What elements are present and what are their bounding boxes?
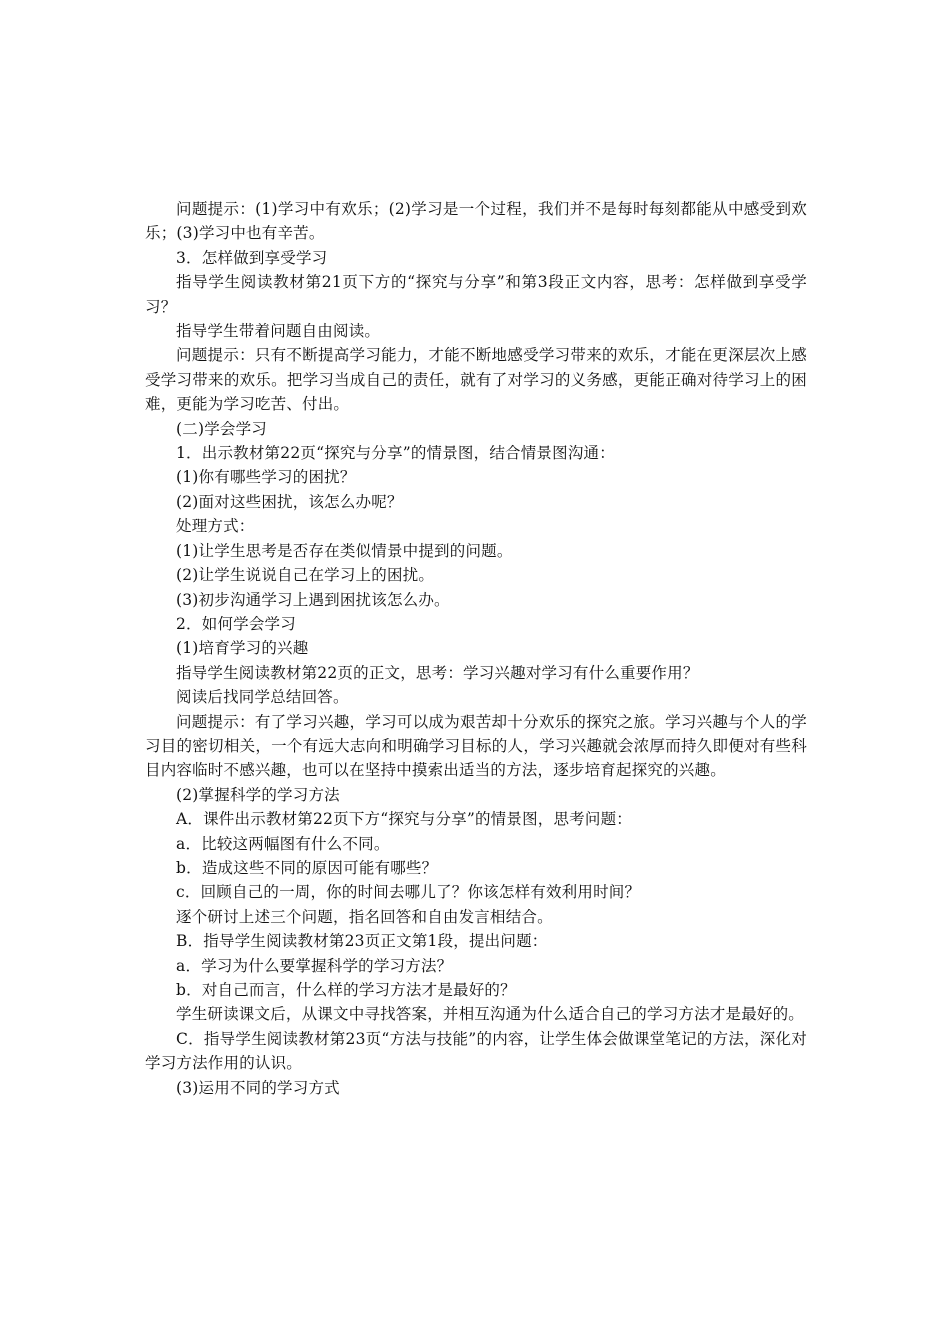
paragraph: 1．出示教材第22页“探究与分享”的情景图，结合情景图沟通：	[176, 444, 615, 463]
paragraph: 阅读后找同学总结回答。	[176, 688, 349, 707]
paragraph: 逐个研讨上述三个问题，指名回答和自由发言相结合。	[176, 907, 553, 926]
paragraph: 指导学生带着问题自由阅读。	[176, 322, 381, 341]
paragraph: 处理方式：	[176, 517, 255, 536]
paragraph: C．指导学生阅读教材第23页“方法与技能”的内容，让学生体会做课堂笔记的方法，深化对学习方法作用的认识。	[145, 1029, 807, 1073]
paragraph: (1)你有哪些学习的困扰？	[176, 468, 356, 487]
paragraph: (二)学会学习	[176, 419, 267, 438]
paragraph: a．学习为什么要掌握科学的学习方法？	[176, 956, 453, 975]
paragraph: (2)掌握科学的学习方法	[176, 785, 340, 804]
paragraph: 问题提示：有了学习兴趣，学习可以成为艰苦却十分欢乐的探究之旅。学习兴趣与个人的学习目的密切相关，一个有远大志向和明确学习目标的人，学习兴趣就会浓厚而持久即便对有些科目内容临时不感兴趣，也可以在坚持中摸索出适当的方法，逐步培育起探究的兴趣。	[145, 712, 807, 780]
paragraph: (2)让学生说说自己在学习上的困扰。	[176, 566, 435, 585]
document-body	[145, 197, 807, 1100]
paragraph: (1)培育学习的兴趣	[176, 639, 309, 658]
paragraph: 学生研读课文后，从课文中寻找答案，并相互沟通为什么适合自己的学习方法才是最好的。	[176, 1005, 805, 1024]
paragraph: 问题提示：只有不断提高学习能力，才能不断地感受学习带来的欢乐，才能在更深层次上感受学习带来的欢乐。把学习当成自己的责任，就有了对学习的义务感，更能正确对待学习上的困难，更能为学习吃苦、付出。	[145, 346, 807, 414]
paragraph: (3)运用不同的学习方式	[176, 1078, 340, 1097]
paragraph: 问题提示：(1)学习中有欢乐；(2)学习是一个过程，我们并不是每时每刻都能从中感受到欢乐；(3)学习中也有辛苦。	[145, 200, 807, 243]
paragraph: b．对自己而言，什么样的学习方法才是最好的？	[176, 981, 516, 999]
paragraph: (1)让学生思考是否存在类似情景中提到的问题。	[176, 541, 513, 560]
paragraph: c．回顾自己的一周，你的时间去哪儿了？你该怎样有效利用时间？	[176, 883, 641, 902]
paragraph: a．比较这两幅图有什么不同。	[176, 834, 390, 853]
paragraph: 指导学生阅读教材第22页的正文，思考：学习兴趣对学习有什么重要作用？	[176, 663, 699, 682]
paragraph: 2．如何学会学习	[176, 614, 296, 633]
paragraph: (2)面对这些困扰，该怎么办呢？	[176, 492, 403, 511]
paragraph: b．造成这些不同的原因可能有哪些？	[176, 858, 438, 877]
paragraph: A．课件出示教材第22页下方“探究与分享”的情景图，思考问题：	[176, 810, 632, 829]
paragraph: (3)初步沟通学习上遇到困扰该怎么办。	[176, 590, 450, 609]
paragraph: 3．怎样做到享受学习	[176, 248, 328, 267]
paragraph: 指导学生阅读教材第21页下方的“探究与分享”和第3段正文内容，思考：怎样做到享受学习？	[145, 273, 807, 316]
paragraph: B．指导学生阅读教材第23页正文第1段，提出问题：	[176, 932, 548, 951]
